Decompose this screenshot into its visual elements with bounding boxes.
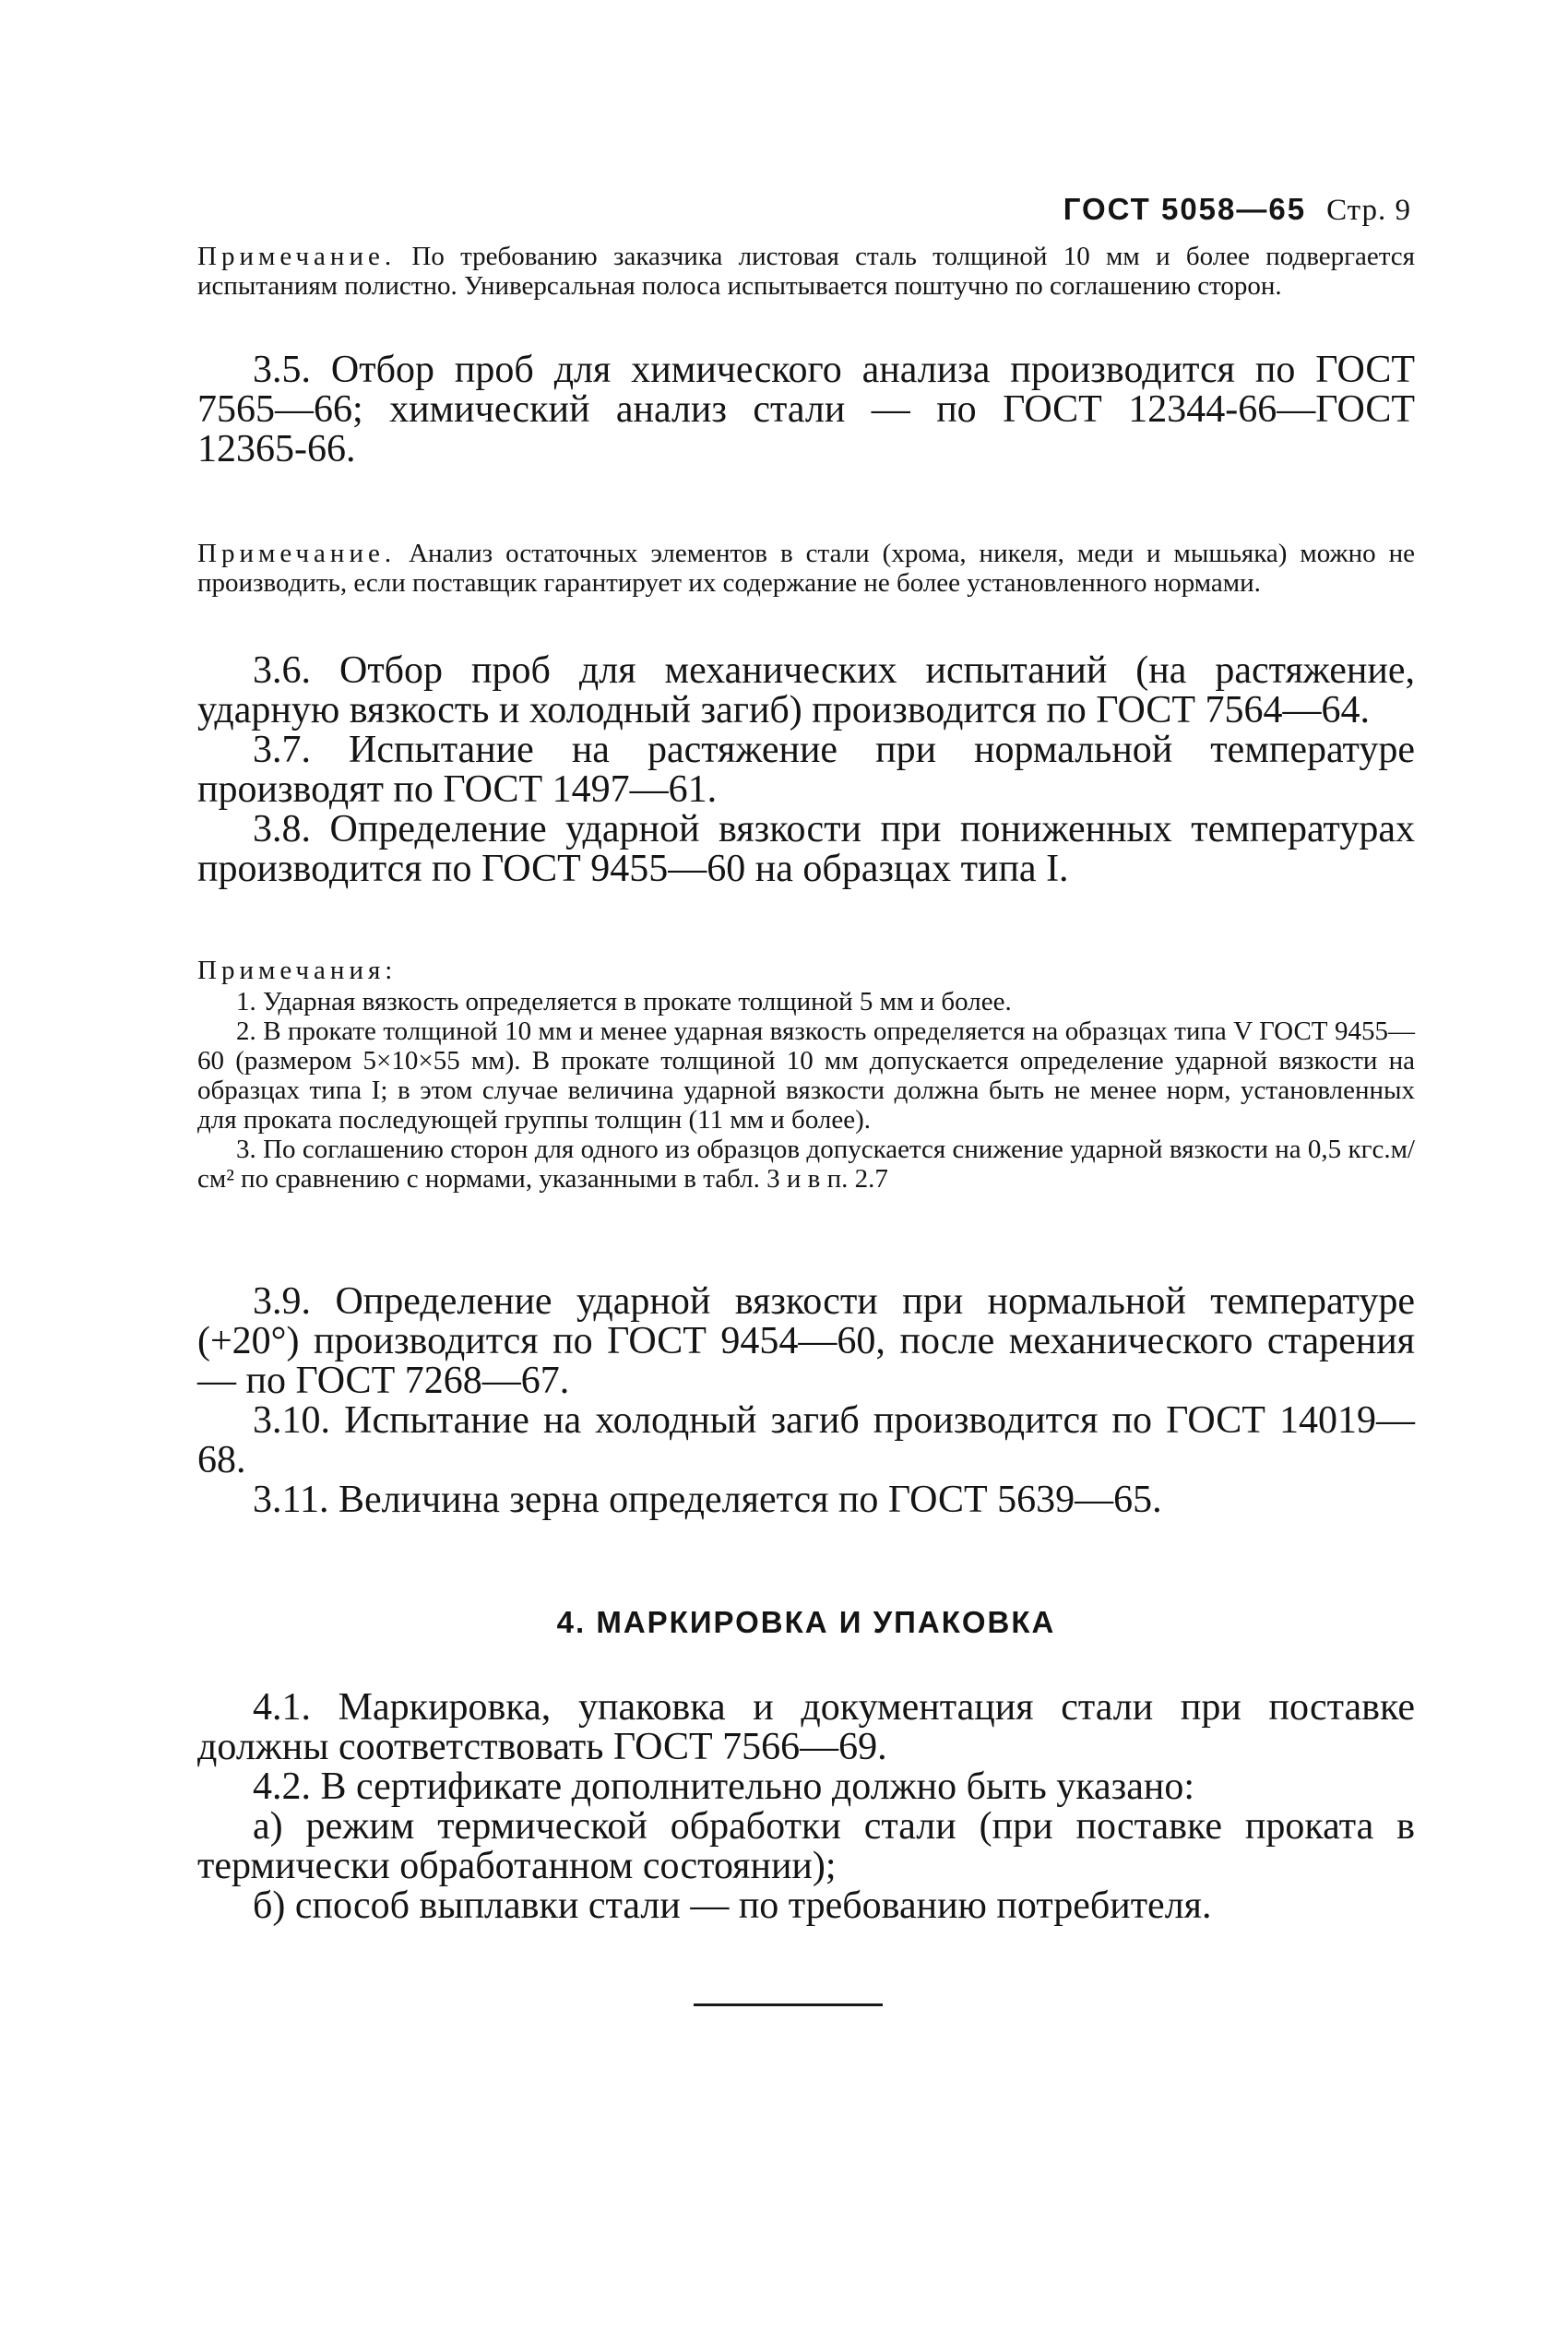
clause-3-6: 3.6. Отбор проб для механических испытаний (на растяжение, ударную вязкость и холодный загиб) производится по ГОСТ 7564—64. <box>197 649 1415 731</box>
note-item-1: 1. Ударная вязкость определяется в прокате толщиной 5 мм и более. <box>236 987 1012 1016</box>
note-item-2: 2. В прокате толщиной 10 мм и менее ударная вязкость определяется на образцах типа V ГОСТ 9455—60 (размером 5×10×55 мм). В прокате толщиной 10 мм допускается определение ударной вязкости на образцах типа I; в этом случае величина ударной вязкости должна быть не менее норм, установленных для проката последующей группы толщин (11 мм и более). <box>197 1016 1415 1135</box>
clause-3-5 <box>197 351 1415 470</box>
clauses-3-6-to-3-8 <box>197 651 1415 889</box>
note-1 <box>197 242 1415 301</box>
note-item-3: 3. По соглашению сторон для одного из образцов допускается снижение ударной вязкости на 0,5 кгс.м/см² по сравнению с нормами, указанными в табл. 3 и в п. 2.7 <box>197 1135 1415 1194</box>
clause-4-2-b: б) способ выплавки стали — по требованию потребителя. <box>253 1884 1212 1927</box>
clause-4-2-a: а) режим термической обработки стали (при поставке проката в термически обработанном состоянии); <box>197 1805 1415 1887</box>
page-header <box>922 192 1411 228</box>
note-1-lead: Примечание. <box>197 242 397 271</box>
clause-3-9: 3.9. Определение ударной вязкости при нормальной температуре (+20°) производится по ГОСТ 9454—60, после механического старения — по ГОСТ 7268—67. <box>197 1280 1415 1402</box>
clause-3-5-text: 3.5. Отбор проб для химического анализа производится по ГОСТ 7565—66; химический анализ стали — по ГОСТ 12344-66—ГОСТ 12365-66. <box>197 349 1415 470</box>
end-rule <box>694 2003 883 2006</box>
note-2-text: Анализ остаточных элементов в стали (хрома, никеля, меди и мышьяка) можно не производить, если поставщик гарантирует их содержание не более установленного нормами. <box>197 539 1415 598</box>
note-2-lead: Примечание. <box>197 539 397 568</box>
clause-3-10: 3.10. Испытание на холодный загиб производится по ГОСТ 14019—68. <box>197 1399 1415 1481</box>
section-4-body <box>197 1688 1415 1926</box>
page-number: Стр. 9 <box>1326 194 1411 227</box>
section-4-title: 4. МАРКИРОВКА И УПАКОВКА <box>556 1605 1056 1639</box>
notes-list <box>197 956 1415 1194</box>
clause-4-2: 4.2. В сертификате дополнительно должно быть указано: <box>253 1765 1195 1808</box>
clause-3-11: 3.11. Величина зерна определяется по ГОСТ 5639—65. <box>253 1479 1162 1521</box>
clause-4-1: 4.1. Маркировка, упаковка и документация стали при поставке должны соответствовать ГОСТ 7566—69. <box>197 1686 1415 1768</box>
clause-3-7: 3.7. Испытание на растяжение при нормальной температуре производят по ГОСТ 1497—61. <box>197 729 1415 811</box>
gost-number: ГОСТ 5058—65 <box>1063 192 1307 226</box>
clause-3-8: 3.8. Определение ударной вязкости при пониженных температурах производится по ГОСТ 9455—60 на образцах типа I. <box>197 808 1415 890</box>
note-2 <box>197 539 1415 598</box>
clauses-3-9-to-3-11 <box>197 1282 1415 1520</box>
notes-title: Примечания: <box>197 956 398 985</box>
note-1-text: По требованию заказчика листовая сталь толщиной 10 мм и более подвергается испытаниям полистно. Универсальная полоса испытывается поштучно по соглашению сторон. <box>197 242 1415 301</box>
